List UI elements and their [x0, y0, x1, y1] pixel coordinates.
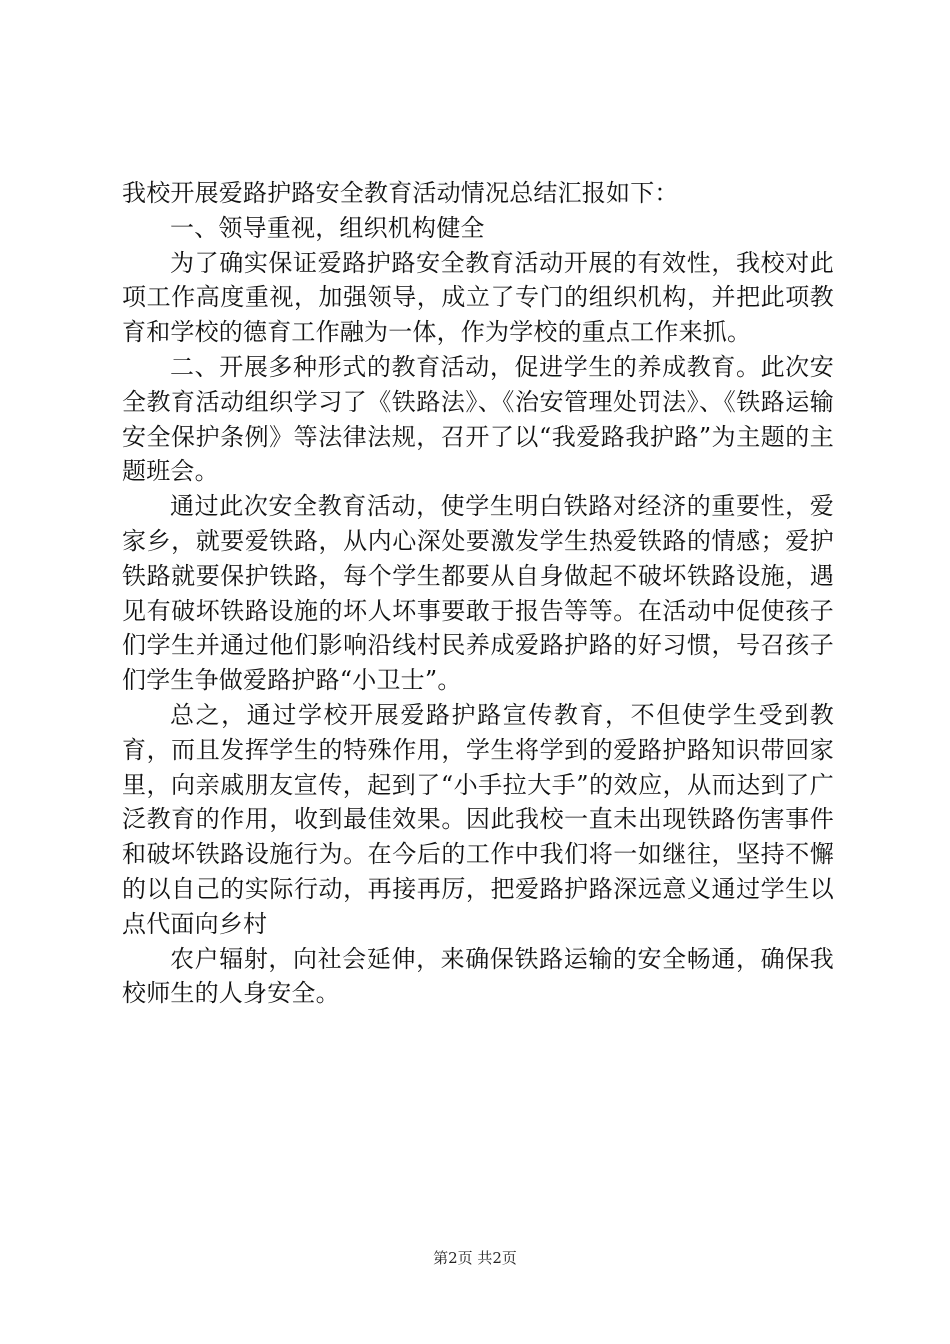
intro-paragraph: 我校开展爱路护路安全教育活动情况总结汇报如下： [122, 179, 679, 207]
paragraph: 农户辐射，向社会延伸，来确保铁路运输的安全畅通，确保我校师生的人身安全。 [122, 944, 834, 1008]
paragraph: 总之，通过学校开展爱路护路宣传教育，不但使学生受到教育，而且发挥学生的特殊作用，学生将学到的爱路护路知识带回家里，向亲戚朋友宣传，起到了“小手拉大手”的效应，从而达到了广泛教育的作用，收到最佳效果。因此我校一直未出现铁路伤害事件和破坏铁路设施行为。在今后的工作中我们将一如继往，坚持不懈的以自己的实际行动，再接再厉，把爱路护路深远意义通过学生以点代面向乡村 [122, 700, 834, 938]
section-heading-1: 一、领导重视，组织机构健全 [170, 213, 485, 242]
paragraph: 为了确实保证爱路护路安全教育活动开展的有效性，我校对此项工作高度重视，加强领导，成立了专门的组织机构，并把此项教育和学校的德育工作融为一体，作为学校的重点工作来抓。 [122, 248, 834, 347]
paragraph: 通过此次安全教育活动，使学生明白铁路对经济的重要性，爱家乡，就要爱铁路，从内心深处要激发学生热爱铁路的情感；爱护铁路就要保护铁路，每个学生都要从自身做起不破坏铁路设施，遇见有破坏铁路设施的坏人坏事要敢于报告等等。在活动中促使孩子们学生并通过他们影响沿线村民养成爱路护路的好习惯，号召孩子们学生争做爱路护路“小卫士”。 [122, 492, 834, 695]
document-body [122, 176, 834, 1011]
page-number-footer: 第2页 共2页 [433, 1249, 517, 1267]
section-heading-2-paragraph: 二、开展多种形式的教育活动，促进学生的养成教育。此次安全教育活动组织学习了《铁路法》、《治安管理处罚法》、《铁路运输安全保护条例》等法律法规，召开了以“我爱路我护路”为主题的主题班会。 [122, 352, 834, 486]
